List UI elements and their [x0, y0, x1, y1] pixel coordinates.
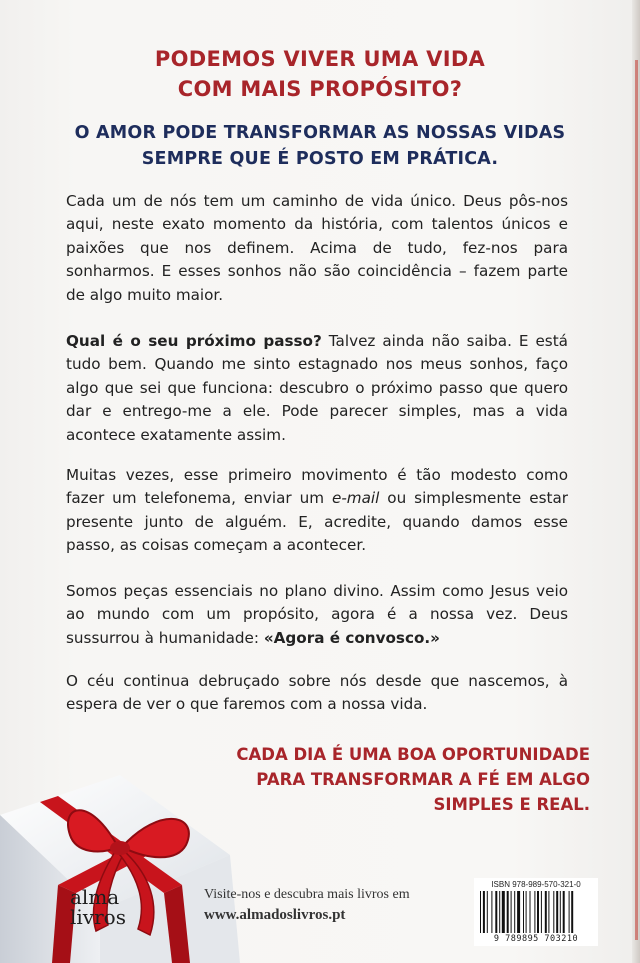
- isbn-block: [474, 878, 598, 946]
- subheadline-line-1: O AMOR PODE TRANSFORMAR AS NOSSAS VIDAS: [74, 123, 566, 143]
- subheadline-line-2: SEMPRE QUE É POSTO EM PRÁTICA.: [141, 149, 499, 169]
- closing-line-3: SIMPLES E REAL.: [433, 795, 590, 814]
- logo-line-2: livros: [70, 905, 126, 929]
- publisher-logo: [70, 887, 132, 927]
- website-url: www.almadoslivros.pt: [204, 907, 346, 923]
- paragraph-5: O céu continua debruçado sobre nós desde que nascemos, à espera de ver o que faremos com a nossa vida.: [66, 672, 568, 714]
- paragraph-3: [66, 464, 568, 558]
- visit-text: Visite-nos e descubra mais livros em: [204, 887, 410, 902]
- website-promo: [204, 885, 410, 925]
- paragraph-2-text: Talvez ainda não saiba. E está tudo bem. Quando me sinto estagnado nos meus sonhos, faço algo que sei que funciona: descubro o próximo passo que quero dar e entrego-me a ele. Pode parecer simples, mas a vida acontece exatamente assim.: [66, 332, 568, 444]
- paragraph-2: [66, 330, 568, 447]
- paragraph-3-text-b: ou simplesmente estar presente junto de alguém. E, acredite, quando damos esse passo, as coisas começam a acontecer.: [66, 489, 568, 555]
- barcode-digits: 9 789895 703210: [493, 934, 579, 944]
- paragraph-2-question: Qual é o seu próximo passo?: [66, 332, 322, 350]
- logo-line-1: alma: [70, 885, 120, 909]
- headline-line-1: PODEMOS VIVER UMA VIDA: [154, 47, 486, 71]
- paragraph-4-quote: «Agora é convosco.»: [263, 628, 440, 647]
- paragraph-3-text-a: Muitas vezes, esse primeiro movimento é tão modesto como fazer um telefonema, enviar um: [66, 466, 568, 508]
- barcode-icon: [478, 891, 594, 933]
- paragraph-1: Cada um de nós tem um caminho de vida único. Deus pôs-nos aqui, neste exato momento da história, com talentos únicos e paixões que nos definem. Acima de tudo, fez-nos para sonharmos. E esses sonhos não são coincidência – fazem parte de algo muito maior.: [66, 192, 568, 304]
- paragraph-4-text: Somos peças essenciais no plano divino. Assim como Jesus veio ao mundo com um propósito, agora é a nossa vez. Deus sussurrou à humanidade:: [66, 582, 568, 647]
- headline: [0, 44, 640, 104]
- headline-line-2: COM MAIS PROPÓSITO?: [177, 77, 463, 101]
- cover-edge-red-stripe: [635, 60, 638, 940]
- paragraph-4: [66, 580, 568, 650]
- isbn-label: ISBN 978-989-570-321-0: [491, 880, 581, 889]
- subheadline: [0, 120, 640, 172]
- closing-line-1: CADA DIA É UMA BOA OPORTUNIDADE: [236, 745, 590, 764]
- paragraph-3-email: e-mail: [331, 489, 380, 508]
- closing-line-2: PARA TRANSFORMAR A FÉ EM ALGO: [256, 770, 590, 789]
